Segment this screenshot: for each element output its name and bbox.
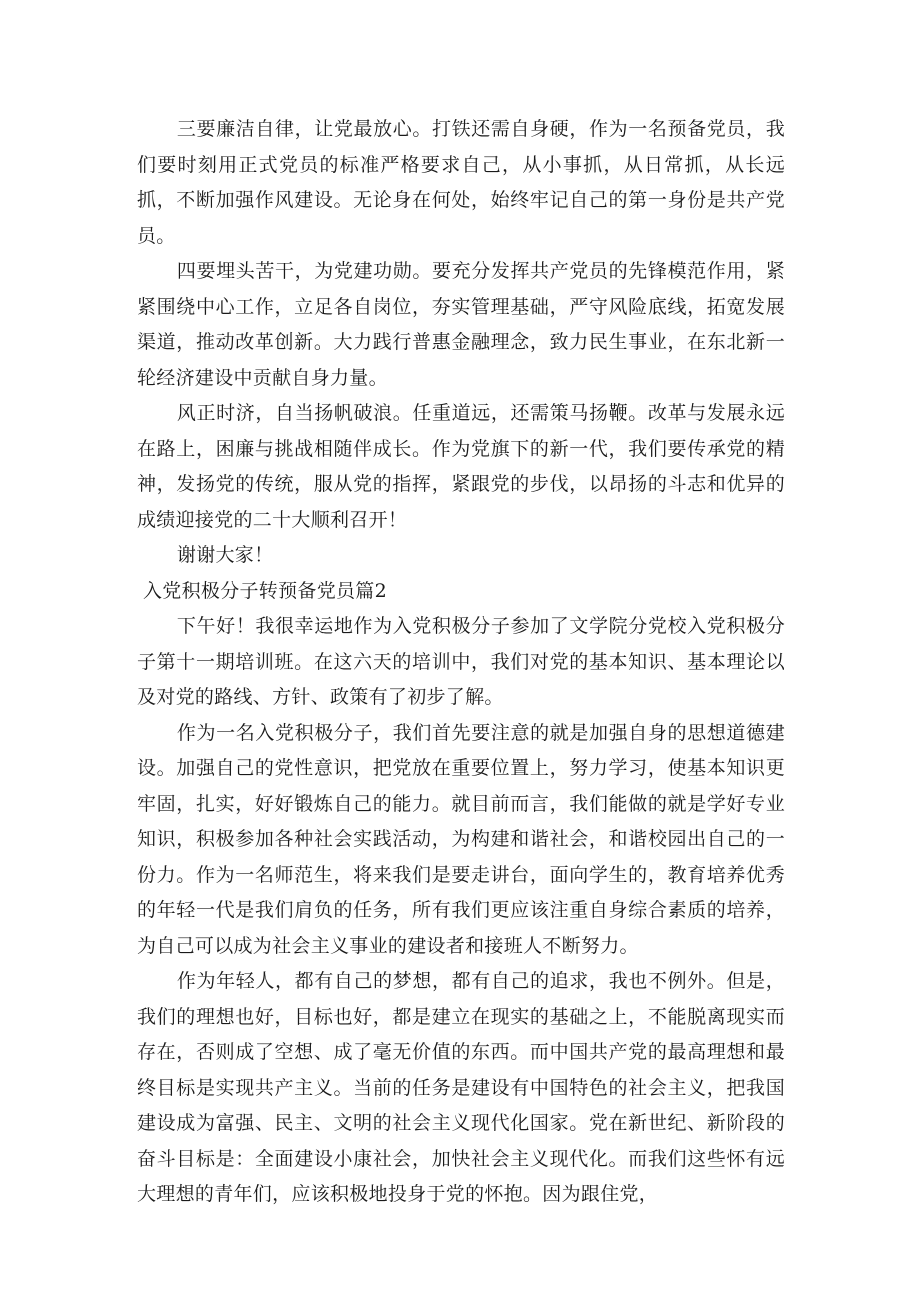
paragraph-moral-construction: 作为一名入党积极分子，我们首先要注意的就是加强自身的思想道德建设。加强自己的党性意识，把党放在重要位置上，努力学习，使基本知识更牢固，扎实，好好锻炼自己的能力。就目前而言，我们能做的就是学好专业知识，积极参加各种社会实践活动，为构建和谐社会，和谐校园出自己的一份力。作为一名师范生，将来我们是要走讲台，面向学生的，教育培养优秀的年轻一代是我们肩负的任务，所有我们更应该注重自身综合素质的培养，为自己可以成为社会主义事业的建设者和接班人不断努力。 [137, 721, 785, 957]
paragraph-thanks: 谢谢大家！ [176, 544, 274, 566]
paragraph-new-generation: 风正时济，自当扬帆破浪。任重道远，还需策马扬鞭。改革与发展永远在路上，困廉与挑战相随伴成长。作为党旗下的新一代，我们要传承党的精神，发扬党的传统，服从党的指挥，紧跟党的步伐，以昂扬的斗志和优异的成绩迎接党的二十大顺利召开！ [137, 402, 785, 531]
paragraph-hard-work: 四要埋头苦干，为党建功勋。要充分发挥共产党员的先锋模范作用，紧紧围绕中心工作，立足各自岗位，夯实管理基础，严守风险底线，拓宽发展渠道，推动改革创新。大力践行普惠金融理念，致力民生事业，在东北新一轮经济建设中贡献自身力量。 [137, 260, 785, 389]
paragraph-ideals: 作为年轻人，都有自己的梦想，都有自己的追求，我也不例外。但是，我们的理想也好，目标也好，都是建立在现实的基础之上，不能脱离现实而存在，否则成了空想、成了毫无价值的东西。而中国共产党的最高理想和最终目标是实现共产主义。当前的任务是建设有中国特色的社会主义，把我国建设成为富强、民主、文明的社会主义现代化国家。党在新世纪、新阶段的奋斗目标是：全面建设小康社会，加快社会主义现代化。而我们这些怀有远大理想的青年们，应该积极地投身于党的怀抱。因为跟住党， [137, 970, 785, 1205]
section-heading: 入党积极分子转预备党员篇2 [143, 579, 387, 602]
paragraph-discipline: 三要廉洁自律，让党最放心。打铁还需自身硬，作为一名预备党员，我们要时刻用正式党员的标准严格要求自己，从小事抓，从日常抓，从长远抓，不断加强作风建设。无论身在何处，始终牢记自己的第一身份是共产党员。 [137, 118, 785, 247]
paragraph-greeting: 下午好！我很幸运地作为入党积极分子参加了文学院分党校入党积极分子第十一期培训班。在这六天的培训中，我们对党的基本知识、基本理论以及对党的路线、方针、政策有了初步了解。 [137, 615, 785, 708]
document-body [137, 112, 785, 1213]
